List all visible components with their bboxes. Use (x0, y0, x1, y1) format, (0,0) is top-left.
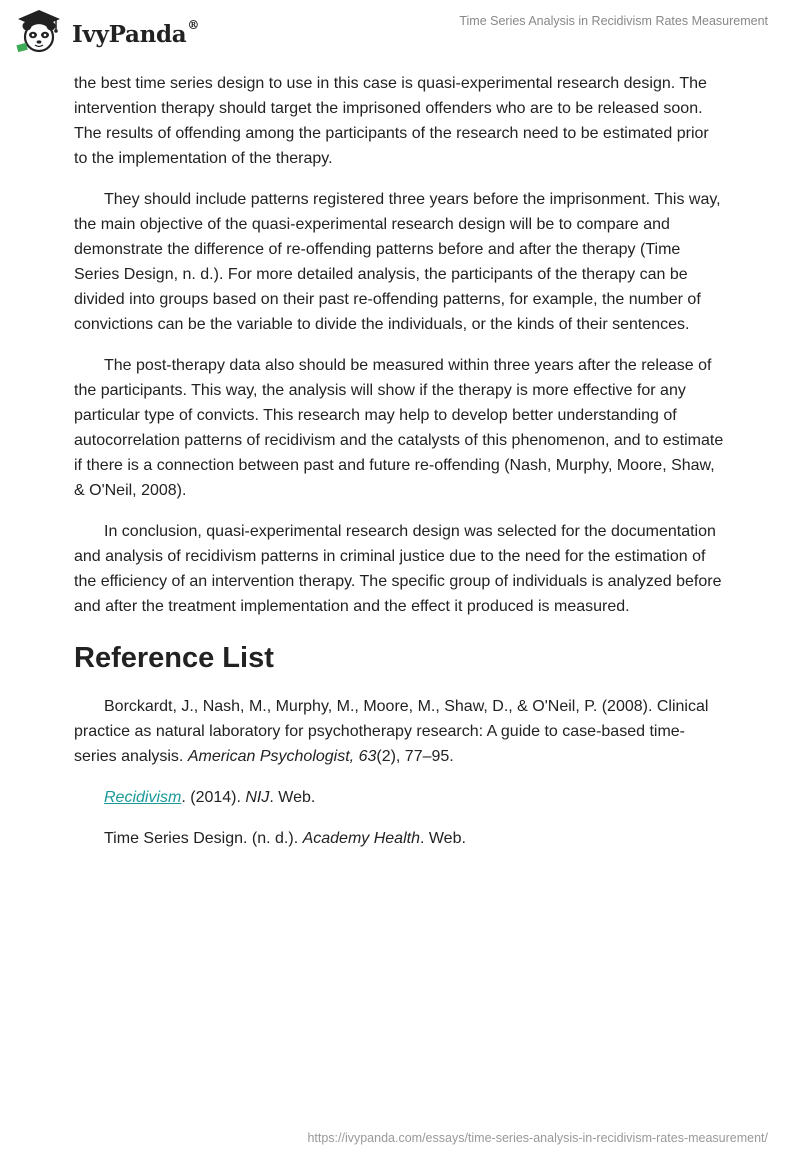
recidivism-link[interactable]: Recidivism (104, 789, 182, 806)
body-paragraph-4: In conclusion, quasi-experimental research design was selected for the documentation and analysis of recidivism patterns in criminal justice due to the need for the estimation of the efficiency of an intervention therapy. The specific group of individuals is analyzed before and after the treatment implementation and the effect it produced is measured. (74, 523, 722, 615)
reference-source: NIJ (245, 789, 270, 806)
reference-tail: . Web. (419, 830, 466, 847)
reference-item-2 (74, 785, 726, 810)
reference-heading: Reference List (74, 642, 274, 674)
reference-tail: (2), 77–95. (376, 748, 454, 765)
body-paragraph-2: They should include patterns registered three years before the imprisonment. This way, the main objective of the quasi-experimental research design will be to compare and demonstrate the difference of re-offending patterns before and after the therapy (Time Series Design, n. d.). For more detailed analysis, the participants of the therapy can be divided into groups based on their past re-offending patterns, for example, the number of convictions can be the variable to divide the individuals, or the kinds of their sentences. (74, 191, 721, 333)
page-header (0, 0, 800, 70)
panda-graduate-icon (14, 6, 64, 56)
brand-text: IvyPanda (72, 20, 187, 48)
essay-content (74, 71, 726, 867)
reference-journal: American Psychologist, 63 (187, 748, 377, 765)
reference-item-1 (74, 694, 726, 769)
reference-text: . (2014). (181, 789, 246, 806)
reference-tail: . Web. (269, 789, 316, 806)
brand-name (72, 17, 200, 48)
registered-mark: ® (187, 17, 200, 32)
reference-text: Time Series Design. (n. d.). (104, 830, 303, 847)
footer-url[interactable]: https://ivypanda.com/essays/time-series-analysis-in-recidivism-rates-measurement/ (307, 1131, 768, 1145)
reference-text: Borckardt, J., Nash, M., Murphy, M., Moore, M., Shaw, D., & O'Neil, P. (2008). Clinical practice as natural laboratory for psychotherapy research: A guide to case-based time-series analysis. (74, 698, 709, 765)
brand-logo[interactable] (14, 6, 199, 56)
body-paragraph-1: the best time series design to use in this case is quasi-experimental research design. The intervention therapy should target the imprisoned offenders who are to be released soon. The results of offending among the participants of the research need to be estimated prior to the implementation of the therapy. (74, 75, 709, 167)
body-paragraph-3: The post-therapy data also should be measured within three years after the release of the participants. This way, the analysis will show if the therapy is more effective for any particular type of convicts. This research may help to develop better understanding of autocorrelation patterns of recidivism and the catalysts of this phenomenon, and to estimate if there is a connection between past and future re-offending (Nash, Murphy, Moore, Shaw, & O'Neil, 2008). (74, 357, 724, 499)
reference-item-3 (74, 826, 726, 851)
document-title: Time Series Analysis in Recidivism Rates Measurement (459, 14, 768, 28)
reference-source: Academy Health (302, 830, 420, 847)
